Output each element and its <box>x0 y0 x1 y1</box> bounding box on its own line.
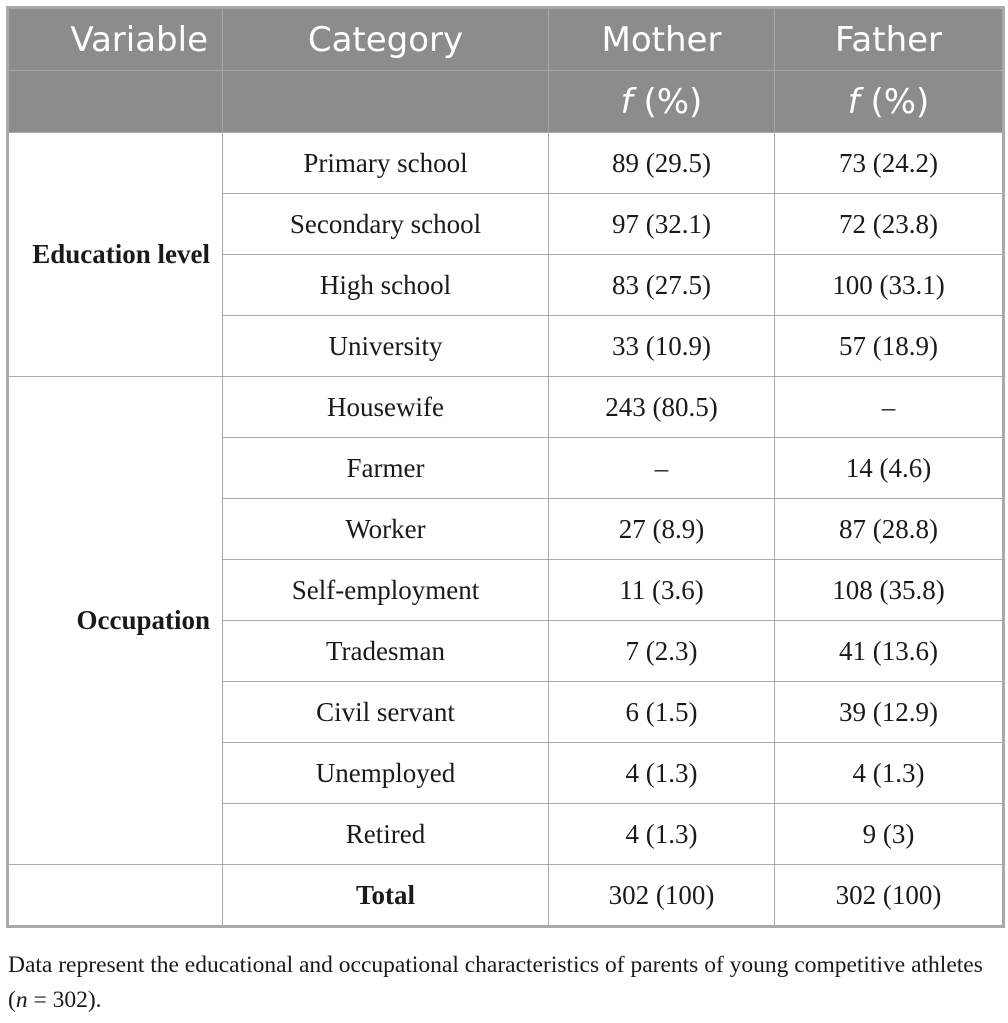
header-row <box>8 8 1004 71</box>
mother-cell: 7 (2.3) <box>549 621 775 682</box>
father-cell: 108 (35.8) <box>775 560 1004 621</box>
total-label: Total <box>223 865 549 927</box>
mother-cell: 243 (80.5) <box>549 377 775 438</box>
mother-cell: – <box>549 438 775 499</box>
header-variable: Variable <box>8 8 223 71</box>
header-father: Father <box>775 8 1004 71</box>
category-cell: Farmer <box>223 438 549 499</box>
table-row <box>8 133 1004 194</box>
father-cell: 4 (1.3) <box>775 743 1004 804</box>
mother-cell: 33 (10.9) <box>549 316 775 377</box>
f-symbol: f <box>847 81 860 122</box>
table-footnote <box>8 948 998 1018</box>
header-mother: Mother <box>549 8 775 71</box>
data-table <box>6 6 1005 928</box>
table-body <box>8 133 1004 927</box>
group-label-occupation: Occupation <box>8 377 223 865</box>
category-cell: Primary school <box>223 133 549 194</box>
mother-cell: 97 (32.1) <box>549 194 775 255</box>
category-cell: Civil servant <box>223 682 549 743</box>
group-label-education: Education level <box>8 133 223 377</box>
category-cell: Housewife <box>223 377 549 438</box>
subheader-row <box>8 71 1004 133</box>
mother-cell: 89 (29.5) <box>549 133 775 194</box>
percent-label: (%) <box>632 81 703 122</box>
subheader-father <box>775 71 1004 133</box>
father-cell: 100 (33.1) <box>775 255 1004 316</box>
father-cell: – <box>775 377 1004 438</box>
subheader-mother <box>549 71 775 133</box>
total-father: 302 (100) <box>775 865 1004 927</box>
father-cell: 73 (24.2) <box>775 133 1004 194</box>
father-cell: 39 (12.9) <box>775 682 1004 743</box>
category-cell: High school <box>223 255 549 316</box>
subheader-variable <box>8 71 223 133</box>
category-cell: Unemployed <box>223 743 549 804</box>
total-mother: 302 (100) <box>549 865 775 927</box>
percent-label: (%) <box>859 81 930 122</box>
f-symbol: f <box>620 81 633 122</box>
category-cell: Worker <box>223 499 549 560</box>
header-category: Category <box>223 8 549 71</box>
mother-cell: 4 (1.3) <box>549 743 775 804</box>
father-cell: 41 (13.6) <box>775 621 1004 682</box>
category-cell: Tradesman <box>223 621 549 682</box>
mother-cell: 4 (1.3) <box>549 804 775 865</box>
category-cell: Self-employment <box>223 560 549 621</box>
footnote-text: Data represent the educational and occupational characteristics of parents of young competitive athletes ( <box>8 952 983 1013</box>
mother-cell: 83 (27.5) <box>549 255 775 316</box>
father-cell: 9 (3) <box>775 804 1004 865</box>
category-cell: University <box>223 316 549 377</box>
father-cell: 57 (18.9) <box>775 316 1004 377</box>
father-cell: 72 (23.8) <box>775 194 1004 255</box>
category-cell: Secondary school <box>223 194 549 255</box>
category-cell: Retired <box>223 804 549 865</box>
n-symbol: n <box>15 987 28 1013</box>
total-empty-cell <box>8 865 223 927</box>
footnote-n-value: = 302). <box>27 987 102 1013</box>
subheader-category <box>223 71 549 133</box>
mother-cell: 11 (3.6) <box>549 560 775 621</box>
mother-cell: 27 (8.9) <box>549 499 775 560</box>
mother-cell: 6 (1.5) <box>549 682 775 743</box>
table-row <box>8 377 1004 438</box>
father-cell: 14 (4.6) <box>775 438 1004 499</box>
table-header <box>8 8 1004 133</box>
father-cell: 87 (28.8) <box>775 499 1004 560</box>
total-row <box>8 865 1004 927</box>
